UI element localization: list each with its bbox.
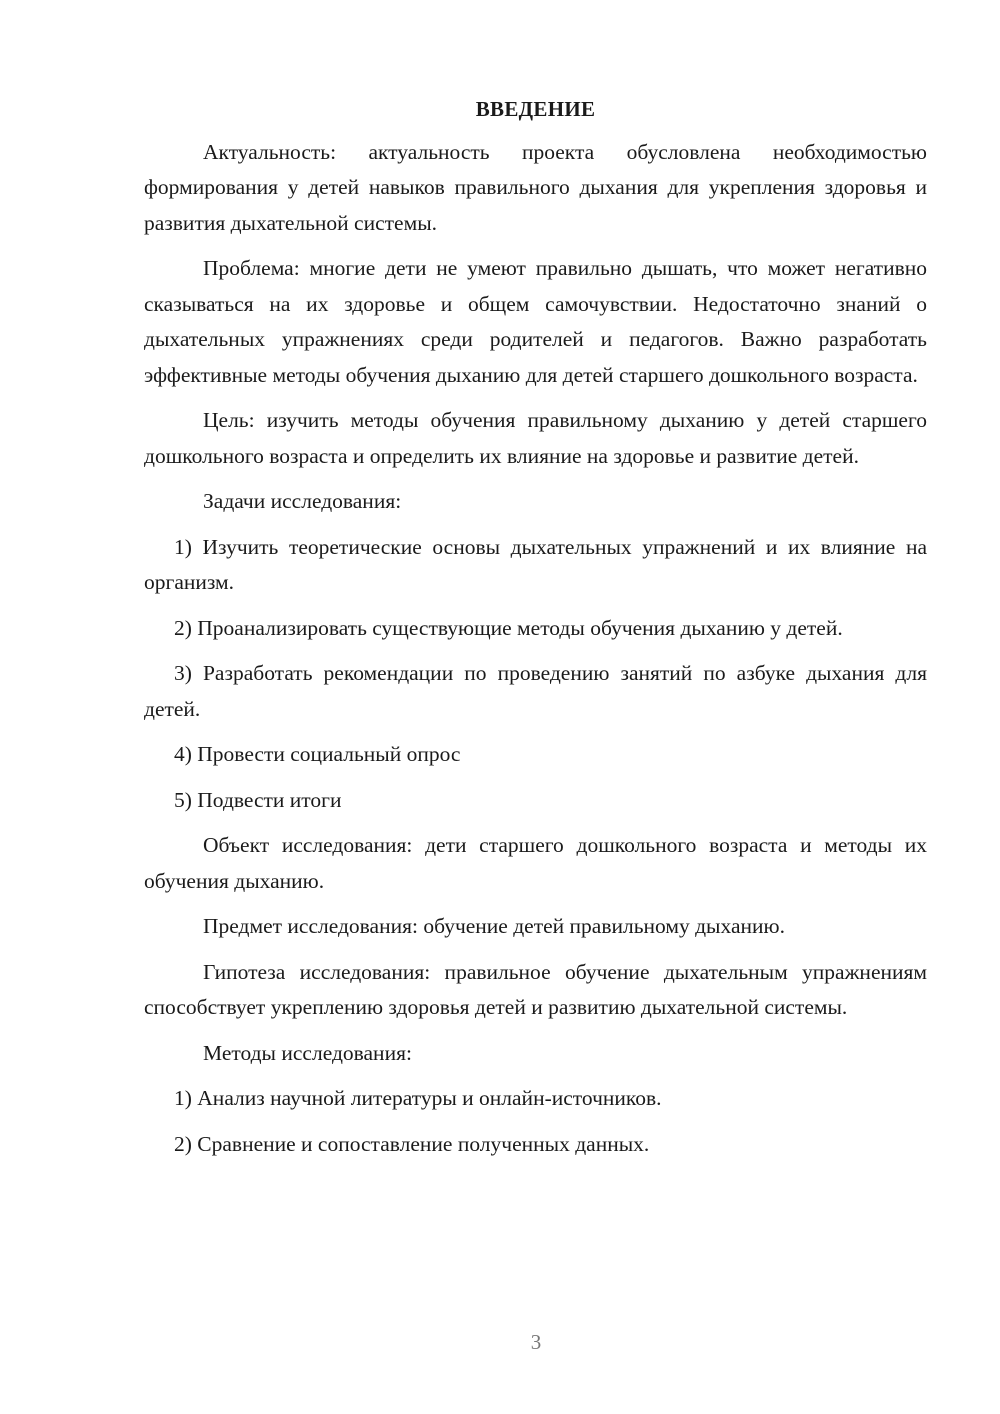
problem-paragraph: Проблема: многие дети не умеют правильно дышать, что может негативно сказываться на их здоровье и общем самочувствии. Недостаточно знаний о дыхательных упражнениях среди родителей и педагогов. Важно разработать эффективные методы обучения дыханию для детей старшего дошкольного возраста. xyxy=(144,256,927,387)
task-item-1: 1) Изучить теоретические основы дыхательных упражнений и их влияние на организм. xyxy=(144,534,927,594)
tasks-heading: Задачи исследования: xyxy=(203,489,402,513)
task-item-4: 4) Провести социальный опрос xyxy=(174,742,461,766)
method-item-2: 2) Сравнение и сопоставление полученных данных. xyxy=(174,1131,650,1156)
section-title: ВВЕДЕНИЕ xyxy=(475,97,596,121)
goal-paragraph: Цель: изучить методы обучения правильному дыханию у детей старшего дошкольного возраста и определить их влияние на здоровье и развитие детей. xyxy=(144,408,927,468)
object-paragraph: Объект исследования: дети старшего дошкольного возраста и методы их обучения дыханию. xyxy=(144,833,927,893)
method-item-1: 1) Анализ научной литературы и онлайн-источников. xyxy=(174,1086,662,1110)
relevance-paragraph: Актуальность: актуальность проекта обусловлена необходимостью формирования у детей навыков правильного дыхания для укрепления здоровья и развития дыхательной системы. xyxy=(144,139,927,235)
task-item-3: 3) Разработать рекомендации по проведению занятий по азбуке дыхания для детей. xyxy=(144,661,927,721)
methods-heading: Методы исследования: xyxy=(203,1040,412,1065)
task-item-5: 5) Подвести итоги xyxy=(174,787,342,812)
page-content xyxy=(144,92,927,1172)
task-item-2: 2) Проанализировать существующие методы обучения дыханию у детей. xyxy=(174,615,843,640)
subject-paragraph: Предмет исследования: обучение детей правильному дыханию. xyxy=(203,914,785,938)
page-number: 3 xyxy=(530,1330,542,1354)
hypothesis-paragraph: Гипотеза исследования: правильное обучение дыхательным упражнениям способствует укреплению здоровья детей и развитию дыхательной системы. xyxy=(144,959,927,1019)
